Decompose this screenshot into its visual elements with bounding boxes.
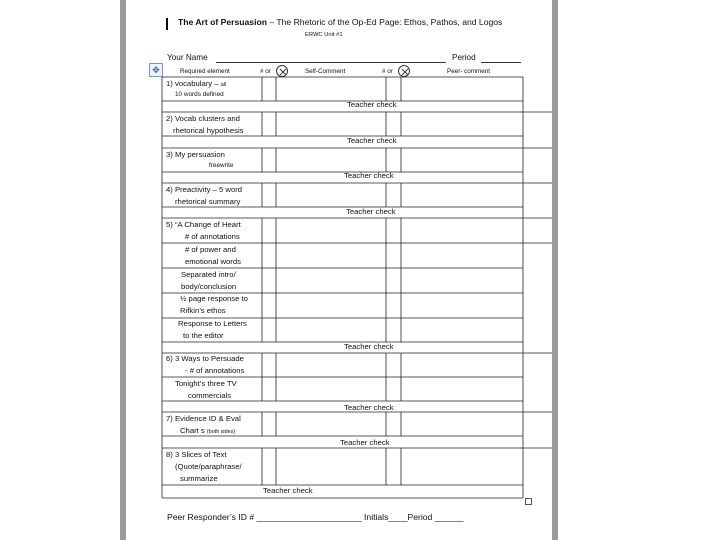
- row-5d-label-2: Rifkin’s ethos: [180, 306, 226, 315]
- row-5e-label-2: to the editor: [183, 331, 224, 340]
- row-6-label-2: - # of annotations: [185, 366, 245, 375]
- col-header-peer-comment: Peer- comment: [447, 68, 491, 75]
- teacher-check-1: Teacher check: [347, 100, 397, 109]
- table-resize-handle[interactable]: [525, 498, 532, 505]
- col-header-count-self: # or: [260, 68, 271, 75]
- teacher-check-7: Teacher check: [340, 438, 390, 447]
- peer-responder-line: Peer Responder’s ID # ______________________ Initials____Period ______: [167, 512, 464, 522]
- teacher-check-5: Teacher check: [344, 342, 394, 351]
- teacher-check-8: Teacher check: [263, 486, 313, 495]
- row-4-label: 4) Preactivity – 5 word: [166, 185, 243, 194]
- row-1-label: 1) vocabulary – all: [166, 79, 227, 88]
- document-title: The Art of Persuasion – The Rhetoric of the Op-Ed Page: Ethos, Pathos, and Logos: [178, 17, 503, 27]
- row-2-label: 2) Vocab clusters and: [166, 114, 240, 123]
- row-7-label-2: Chart s (both sides): [180, 426, 236, 435]
- col-header-self-comment: Self-Comment: [305, 68, 346, 75]
- table-move-handle-icon[interactable]: ✥: [149, 63, 163, 77]
- row-3-label-2: freewrite: [209, 162, 234, 169]
- document-subtitle: ERWC Unit #1: [305, 32, 343, 38]
- row-5d-label: ½ page response to: [180, 294, 248, 303]
- row-5b-label: # of power and: [185, 245, 236, 254]
- row-5-label-2: # of annotations: [185, 232, 240, 241]
- row-2-label-2: rhetorical hypothesis: [173, 126, 244, 135]
- row-6b-label: Tonight’s three TV: [175, 379, 237, 388]
- row-1-label-2: 10 words defined: [175, 91, 224, 98]
- teacher-check-6: Teacher check: [344, 403, 394, 412]
- row-8-label: 8) 3 Slices of Text: [166, 450, 227, 459]
- row-6-label: 6) 3 Ways to Persuade: [166, 354, 244, 363]
- row-5e-label: Response to Letters: [178, 319, 247, 328]
- row-6b-label-2: commercials: [188, 391, 232, 400]
- col-header-count-peer: # or: [382, 68, 393, 75]
- row-5c-label: Separated intro/: [181, 270, 236, 279]
- row-7-label: 7) Evidence ID & Eval: [166, 414, 241, 423]
- row-5-label: 5) “A Change of Heart: [166, 220, 241, 229]
- row-4-label-2: rhetorical summary: [175, 197, 241, 206]
- teacher-check-3: Teacher check: [344, 171, 394, 180]
- row-8-label-2: (Quote/paraphrase/: [175, 462, 242, 471]
- row-5c-label-2: body/conclusion: [181, 282, 237, 291]
- name-label: Your Name: [167, 53, 208, 62]
- teacher-check-2: Teacher check: [347, 136, 397, 145]
- period-label: Period: [452, 53, 476, 62]
- row-8-label-3: summarize: [180, 474, 218, 483]
- row-5b-label-2: emotional words: [185, 257, 241, 266]
- row-3-label: 3) My persuasion: [166, 150, 225, 159]
- col-header-required: Required element: [180, 68, 230, 75]
- teacher-check-4: Teacher check: [346, 207, 396, 216]
